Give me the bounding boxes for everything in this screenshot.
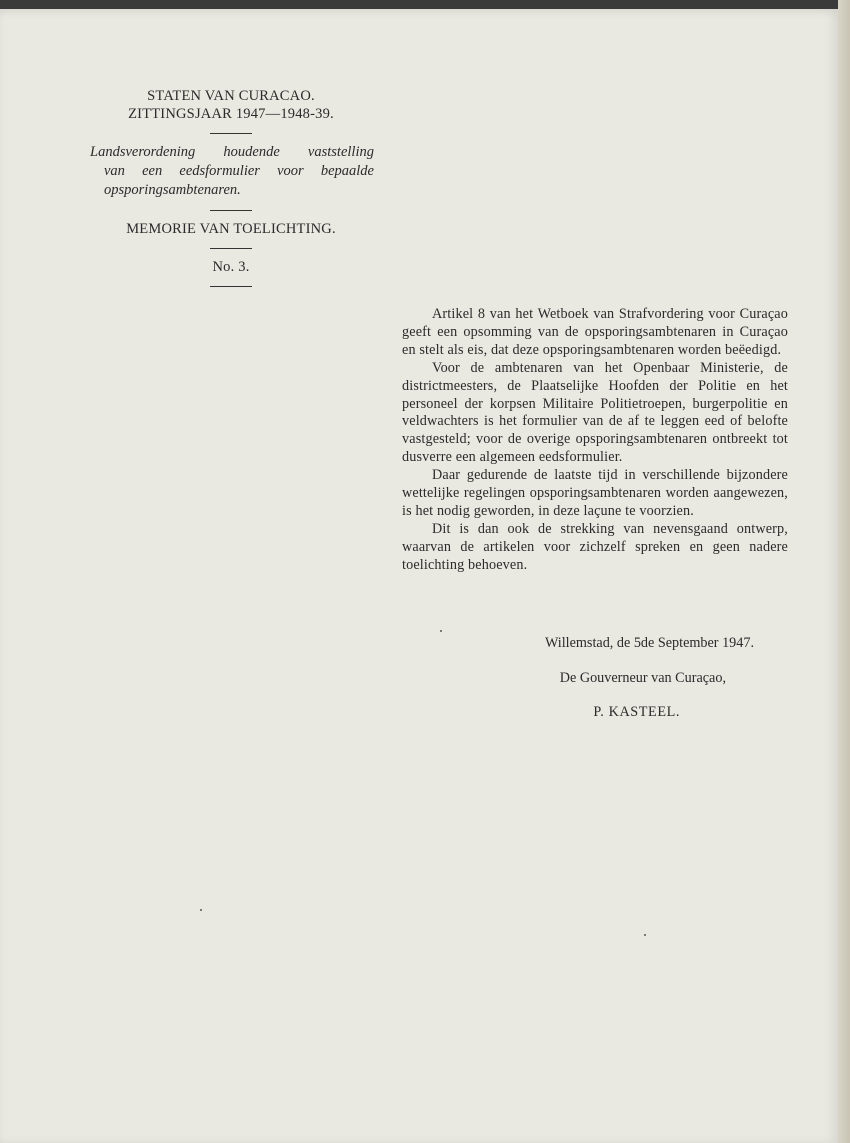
subject-heading — [88, 143, 374, 200]
paragraph: Daar gedurende de laatste tijd in verschillende bijzondere wettelijke regelingen opsporingsambtenaren worden aangewezen, is het nodig geworden, in deze laçune te voorzien. — [402, 467, 788, 519]
divider — [210, 210, 252, 211]
header-session-year: ZITTINGSJAAR 1947—1948-39. — [128, 106, 334, 122]
document-number: No. 3. — [212, 259, 250, 275]
document-page — [0, 9, 838, 1143]
body-text — [402, 306, 788, 575]
header-assembly: STATEN VAN CURACAO. — [147, 88, 315, 104]
paragraph: Voor de ambtenaren van het Openbaar Ministerie, de districtmeesters, de Plaatselijke Hoofden der Politie en het personeel der korpsen Militaire Politietroepen, burgerpolitie en veldwachters is het formulier van de af te leggen eed of belofte vastgesteld; voor de overige opsporingsambtenaren ontbreekt tot dusverre een algemeen eedsformulier. — [402, 359, 788, 466]
section-title: MEMORIE VAN TOELICHTING. — [126, 221, 336, 237]
divider — [210, 133, 252, 134]
place-date: Willemstad, de 5de September 1947. — [544, 635, 754, 651]
paper-speck — [440, 630, 442, 632]
scan-top-edge — [0, 0, 850, 9]
scan-right-edge — [838, 0, 850, 1143]
divider — [210, 286, 252, 287]
signatory-title: De Gouverneur van Curaçao, — [559, 670, 726, 686]
divider — [210, 248, 252, 249]
subject-line-3: opsporingsambtenaren. — [104, 182, 241, 198]
paper-speck — [644, 934, 646, 936]
document-header — [88, 87, 374, 296]
paragraph: Artikel 8 van het Wetboek van Strafvordering voor Curaçao geeft een opsomming van de opsporingsambtenaren in Curaçao en stelt als eis, dat deze opsporingsambtenaren worden beëedigd. — [402, 306, 788, 358]
subject-line-1: Landsverordening houdende vaststelling — [90, 144, 374, 160]
signatory-name: P. KASTEEL. — [593, 704, 680, 720]
subject-line-2: van een eedsformulier voor bepaalde — [104, 163, 374, 179]
paragraph: Dit is dan ook de strekking van nevensgaand ontwerp, waarvan de artikelen voor zichzelf spreken en geen nadere toelichting behoeven. — [402, 520, 788, 573]
paper-speck — [200, 909, 202, 911]
